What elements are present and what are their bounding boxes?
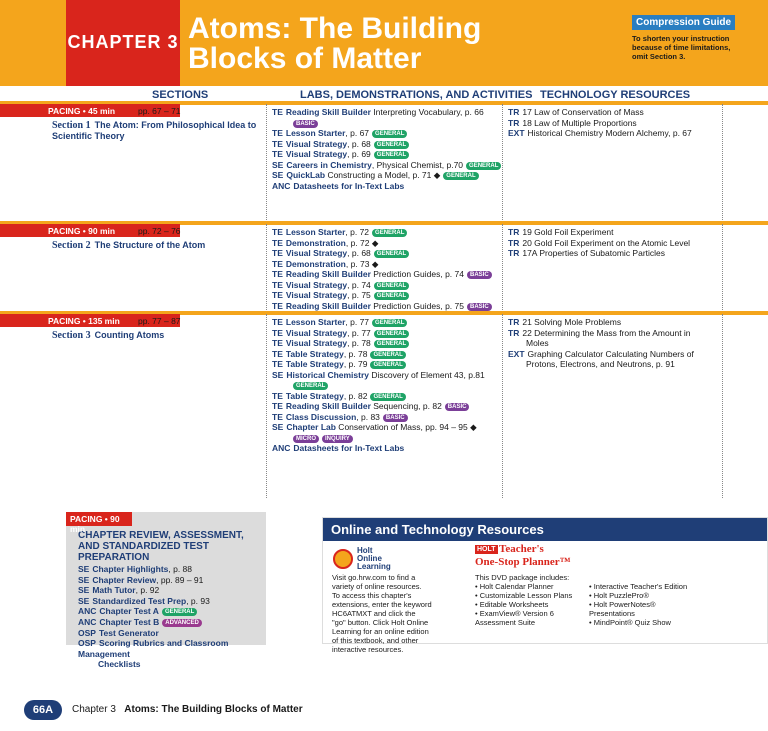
resource-code: TE — [272, 248, 283, 258]
resource-code: ANC — [78, 616, 97, 627]
resource-title: Standardized Test Prep — [92, 595, 187, 606]
resource-code: TE — [272, 401, 283, 411]
tech-item — [508, 349, 694, 360]
tech-item — [508, 128, 692, 139]
resource-code: TE — [272, 227, 283, 237]
pacing-label: PACING • 135 min — [0, 314, 180, 327]
resource-title: QuickLab — [286, 170, 326, 180]
level-badge: BASIC — [467, 303, 492, 311]
resource-code: TR — [508, 237, 520, 248]
column-rule — [502, 314, 503, 498]
lab-item — [272, 370, 485, 381]
resource-detail: , p. 72 ◆ — [345, 237, 379, 248]
level-badge: GENERAL — [374, 292, 409, 300]
compression-guide — [632, 12, 744, 61]
level-badge: INQUIRY — [322, 435, 353, 443]
labs-header: LABS, DEMONSTRATIONS, AND ACTIVITIES — [300, 89, 533, 101]
resource-code: SE — [78, 574, 90, 585]
resource-code: TE — [272, 338, 283, 348]
resource-detail: Conservation of Mass, pp. 94 – 95 ◆ — [335, 422, 477, 432]
resource-title: Lesson Starter — [285, 227, 346, 237]
holt-logo-2: Online — [357, 554, 382, 563]
resource-title: Visual Strategy — [285, 248, 348, 258]
footer-title: Atoms: The Building Blocks of Matter — [124, 704, 303, 715]
level-badge: GENERAL — [293, 382, 328, 390]
resource-title: Visual Strategy — [285, 138, 348, 149]
dvd-item: • Interactive Teacher's Edition — [589, 582, 688, 591]
resource-code: TE — [272, 300, 283, 311]
review-pacing: PACING • 90 min — [66, 512, 132, 526]
resource-title: Visual Strategy — [285, 327, 348, 338]
resource-code: TE — [272, 107, 283, 117]
lab-item — [272, 118, 501, 129]
resource-title: Datasheets for In-Text Labs — [293, 180, 405, 191]
resource-title: Reading Skill Builder — [285, 300, 371, 311]
lab-item — [272, 443, 485, 454]
chapter-review-heading: CHAPTER REVIEW, ASSESSMENT, AND STANDARDIZED TEST PREPARATION — [78, 530, 244, 563]
chapter-title-line1: Atoms: The Building — [188, 12, 482, 45]
section-name: Counting Atoms — [94, 330, 165, 340]
dvd-item: Assessment Suite — [475, 618, 536, 627]
resource-detail: 19 Gold Foil Experiment — [522, 227, 614, 237]
resource-code: SE — [78, 595, 90, 606]
resource-detail: 22 Determining the Mass from the Amount in — [522, 327, 691, 338]
page-footer — [24, 700, 724, 720]
resource-code: TR — [508, 327, 520, 338]
resource-detail: Sequencing, p. 82 — [370, 401, 442, 411]
level-badge: GENERAL — [466, 162, 501, 170]
section-name: The Atom: From Philosophical Idea to Scientific Theory — [52, 120, 257, 141]
chapter-label: CHAPTER 3 — [67, 32, 179, 52]
resource-detail: , p. 79 — [343, 359, 368, 369]
compression-guide-label: Compression Guide — [632, 15, 735, 30]
resource-code: TE — [272, 237, 283, 248]
resource-code: TR — [508, 107, 520, 117]
lab-item — [272, 269, 492, 280]
resource-code: TR — [508, 117, 520, 128]
dvd-item: • Holt PuzzlePro® — [589, 591, 649, 600]
resource-code: EXT — [508, 348, 525, 359]
resource-detail: , p. 73 ◆ — [345, 258, 379, 269]
review-item — [78, 606, 266, 617]
resource-code: OSP — [78, 627, 96, 638]
resource-title: Historical Chemistry — [286, 369, 370, 380]
lab-item — [272, 301, 492, 312]
section-title — [52, 237, 292, 251]
dvd-item: Presentations — [589, 609, 635, 618]
level-badge: GENERAL — [443, 172, 478, 180]
one-stop-planner-logo — [475, 545, 615, 569]
resource-detail: Moles — [526, 338, 549, 348]
pacing-label: PACING • 45 min — [0, 104, 180, 117]
resource-code: SE — [78, 564, 90, 574]
resource-title: Visual Strategy — [285, 290, 348, 300]
resource-detail: Protons, Electrons, and Neutrons, p. 91 — [526, 359, 675, 369]
resource-code: TE — [272, 258, 283, 269]
resource-detail: 21 Solving Mole Problems — [522, 317, 622, 327]
resource-detail: , Physical Chemist, p.70 — [371, 159, 464, 170]
resource-title: Chapter Highlights — [92, 564, 169, 574]
section-title — [52, 120, 292, 142]
resource-title: Math Tutor — [92, 585, 136, 596]
holt-online-logo — [333, 547, 413, 571]
resource-code: TE — [272, 290, 283, 300]
resource-title: Visual Strategy — [285, 149, 348, 159]
resource-detail: , p. 69 — [347, 149, 371, 159]
lab-item — [272, 248, 492, 259]
column-headers — [0, 86, 768, 102]
resource-code: ANC — [272, 180, 291, 191]
chapter-header — [0, 0, 768, 86]
resource-detail: , p. 77 — [347, 327, 371, 338]
resource-code: TE — [272, 390, 283, 401]
holt-logo-1: Holt — [357, 546, 373, 555]
tech-item — [508, 359, 694, 370]
chapter-title-line2: Blocks of Matter — [188, 42, 422, 75]
resource-detail: Discovery of Element 43, p.81 — [369, 369, 485, 380]
resource-detail: , p. 75 — [347, 290, 371, 300]
online-resources-heading: Online and Technology Resources — [323, 518, 767, 541]
dvd-item: • Holt PowerNotes® — [589, 600, 656, 609]
dvd-item: • MindPoint® Quiz Show — [589, 618, 671, 627]
resource-title: Reading Skill Builder — [285, 107, 371, 117]
resource-code: TR — [508, 317, 520, 327]
resource-code: TE — [272, 138, 283, 149]
resource-code: EXT — [508, 128, 525, 138]
osp-planner: One-Stop Planner™ — [475, 556, 571, 568]
resource-title: Visual Strategy — [285, 279, 348, 290]
resource-detail: , p. 82 — [343, 390, 368, 401]
lab-item — [272, 349, 485, 360]
resource-code: ANC — [78, 606, 97, 617]
resource-detail: Historical Chemistry Modern Alchemy, p. 67 — [527, 128, 692, 138]
compression-guide-text: To shorten your instruction because of time limitations, omit Section 3. — [632, 34, 731, 61]
holt-logo-3: Learning — [357, 562, 391, 571]
lab-item — [272, 317, 485, 328]
resource-detail: , p. 67 — [345, 128, 370, 138]
resource-title: Visual Strategy — [285, 338, 348, 348]
resource-detail: 20 Gold Foil Experiment on the Atomic Level — [522, 237, 691, 248]
go-hrw-icon — [333, 549, 353, 569]
resource-title: Table Strategy — [285, 390, 344, 401]
resource-detail: , p. 78 — [343, 348, 368, 359]
review-item — [78, 638, 266, 659]
labs-list — [272, 107, 501, 191]
tech-item — [508, 118, 692, 129]
resource-title: Reading Skill Builder — [285, 401, 371, 411]
resource-detail: , p. 92 — [135, 585, 160, 596]
lab-item — [272, 149, 501, 160]
level-badge: GENERAL — [370, 361, 405, 369]
resource-code: TE — [272, 279, 283, 290]
lab-item — [272, 238, 492, 249]
osp-holt: HOLT — [477, 546, 496, 553]
column-rule — [722, 104, 723, 220]
column-rule — [502, 104, 503, 220]
resource-code: TR — [508, 248, 520, 258]
tech-list — [508, 317, 694, 370]
online-text-line: of this textbook, and other — [332, 636, 419, 645]
level-badge: GENERAL — [370, 351, 405, 359]
page-range: pp. 77 – 87 — [138, 316, 181, 326]
column-rule — [266, 224, 267, 310]
level-badge: GENERAL — [374, 151, 409, 159]
lab-item — [272, 328, 485, 339]
resource-title: Chapter Review — [92, 574, 157, 585]
lab-item — [272, 139, 501, 150]
lab-item — [272, 401, 485, 412]
resource-code: SE — [272, 369, 284, 380]
resource-code: TE — [272, 269, 283, 279]
level-badge: GENERAL — [374, 250, 409, 258]
column-rule — [722, 314, 723, 498]
resource-title: Demonstration — [285, 258, 346, 269]
lab-item — [272, 280, 492, 291]
online-text-line: Learning for an online edition — [332, 627, 429, 636]
chapter-label-box — [66, 0, 180, 86]
section-number: Section 3 — [52, 330, 91, 341]
chapter-review-list — [78, 564, 266, 670]
resource-title: Table Strategy — [285, 348, 344, 359]
column-rule — [266, 314, 267, 498]
column-rule — [502, 224, 503, 310]
resource-title: Class Discussion — [285, 411, 357, 422]
resource-detail: , p. 93 — [186, 595, 210, 606]
resource-title: Lesson Starter — [285, 317, 346, 327]
resource-title: Scoring Rubrics and Classroom Management — [78, 638, 229, 659]
resource-code: TE — [272, 411, 283, 422]
lab-item — [272, 433, 485, 444]
footer-text — [72, 704, 303, 715]
review-item — [78, 617, 266, 628]
dvd-intro: This DVD package includes: — [475, 573, 570, 582]
resource-title: Chapter Test B — [99, 616, 160, 627]
tech-item — [508, 227, 690, 238]
resource-detail: Interpreting Vocabulary, p. 66 — [370, 107, 484, 117]
level-badge: GENERAL — [372, 319, 407, 327]
online-text-line: Visit go.hrw.com to find a — [332, 573, 416, 582]
resource-detail: , p. 77 — [345, 317, 370, 327]
lab-item — [272, 259, 492, 270]
resource-detail: 17 Law of Conservation of Mass — [522, 107, 644, 117]
online-text-line: HC6ATMXT and click the — [332, 609, 416, 618]
osp-teachers: Teacher's — [499, 543, 544, 555]
dvd-package-right — [589, 582, 687, 627]
column-rule — [266, 104, 267, 220]
lab-item — [272, 338, 485, 349]
online-text-line: "go" button. Click Holt Online — [332, 618, 429, 627]
dvd-item: • ExamView® Version 6 — [475, 609, 554, 618]
labs-list — [272, 227, 492, 311]
resource-code: OSP — [78, 638, 96, 649]
resource-detail: Prediction Guides, p. 74 — [370, 269, 464, 279]
tech-item — [508, 338, 694, 349]
tech-item — [508, 238, 690, 249]
section-name: The Structure of the Atom — [94, 240, 206, 250]
resource-detail: Prediction Guides, p. 75 — [370, 300, 464, 311]
chapter-title — [188, 14, 481, 74]
lab-item — [272, 170, 501, 181]
level-badge: BASIC — [445, 403, 470, 411]
lab-item — [272, 227, 492, 238]
tech-item — [508, 317, 694, 328]
resource-code: TE — [272, 348, 283, 359]
lab-item — [272, 128, 501, 139]
review-item — [78, 659, 266, 670]
review-item — [78, 596, 266, 607]
column-rule — [722, 224, 723, 310]
level-badge: GENERAL — [372, 130, 407, 138]
resource-detail: , p. 68 — [347, 248, 371, 258]
resource-detail: 18 Law of Multiple Proportions — [522, 117, 637, 128]
resource-title: Table Strategy — [285, 359, 344, 369]
resource-code: SE — [272, 170, 284, 180]
level-badge: GENERAL — [162, 608, 197, 616]
online-instructions — [332, 573, 432, 654]
resource-detail: , pp. 89 – 91 — [156, 574, 204, 585]
online-text-line: interactive resources. — [332, 645, 404, 654]
level-badge: MICRO — [293, 435, 319, 443]
lab-item — [272, 107, 501, 118]
resource-title: Lesson Starter — [285, 128, 346, 138]
level-badge: ADVANCED — [162, 619, 202, 627]
level-badge: GENERAL — [372, 229, 407, 237]
tech-list — [508, 227, 690, 259]
resource-title: Reading Skill Builder — [285, 269, 371, 279]
online-text-line: extensions, enter the keyword — [332, 600, 432, 609]
resource-title: Checklists — [98, 659, 141, 670]
online-text-line: variety of online resources. — [332, 582, 422, 591]
lab-item — [272, 422, 485, 433]
section-title — [52, 327, 292, 341]
lab-item — [272, 391, 485, 402]
dvd-item: • Editable Worksheets — [475, 600, 549, 609]
section-number: Section 1 — [52, 120, 91, 131]
resource-title: Datasheets for In-Text Labs — [293, 443, 405, 453]
resource-code: TE — [272, 327, 283, 338]
online-resources-box — [322, 517, 768, 654]
resource-detail: , p. 74 — [347, 279, 371, 290]
tech-list — [508, 107, 692, 139]
resource-detail: , p. 83 — [356, 411, 380, 422]
resource-detail: Constructing a Model, p. 71 ◆ — [325, 170, 441, 180]
tech-item — [508, 107, 692, 118]
footer-chapter: Chapter 3 — [72, 704, 116, 715]
resource-code: ANC — [272, 443, 291, 453]
resource-code: TE — [272, 128, 283, 138]
resource-code: SE — [272, 422, 284, 432]
level-badge: GENERAL — [374, 141, 409, 149]
resource-detail: 17A Properties of Subatomic Particles — [522, 248, 666, 258]
review-item — [78, 564, 266, 575]
lab-item — [272, 380, 485, 391]
level-badge: GENERAL — [370, 393, 405, 401]
section-number: Section 2 — [52, 240, 91, 251]
dvd-item: • Customizable Lesson Plans — [475, 591, 573, 600]
resource-title: Chapter Lab — [286, 422, 336, 432]
review-item — [78, 628, 266, 639]
pacing-label: PACING • 90 min — [0, 224, 180, 237]
online-text-line: To access this chapter's — [332, 591, 412, 600]
sections-header: SECTIONS — [152, 89, 209, 101]
resource-title: Demonstration — [285, 237, 346, 248]
resource-title: Test Generator — [98, 627, 159, 638]
review-item — [78, 585, 266, 596]
lab-item — [272, 181, 501, 192]
dvd-package-left — [475, 573, 572, 627]
chapter-review-box — [66, 512, 266, 670]
resource-title: Chapter Test A — [99, 606, 159, 617]
resource-code: SE — [272, 159, 284, 170]
page-range: pp. 72 – 76 — [138, 226, 181, 236]
resource-detail: , p. 78 — [347, 338, 371, 348]
review-item — [78, 575, 266, 586]
lab-item — [272, 359, 485, 370]
dvd-item: • Holt Calendar Planner — [475, 582, 554, 591]
resource-detail: , p. 68 — [347, 138, 371, 149]
resource-code: TR — [508, 227, 520, 237]
level-badge: BASIC — [467, 271, 492, 279]
level-badge: GENERAL — [374, 330, 409, 338]
resource-title: Careers in Chemistry — [286, 159, 372, 170]
lab-item — [272, 290, 492, 301]
lab-item — [272, 412, 485, 423]
tech-item — [508, 328, 694, 339]
resource-code: TE — [272, 149, 283, 159]
resource-code: SE — [78, 585, 90, 596]
labs-list — [272, 317, 485, 454]
level-badge: GENERAL — [374, 282, 409, 290]
level-badge: BASIC — [293, 120, 318, 128]
resource-detail: , p. 88 — [168, 564, 193, 574]
page-number: 66A — [24, 700, 62, 720]
level-badge: GENERAL — [374, 340, 409, 348]
tech-header: TECHNOLOGY RESOURCES — [540, 89, 691, 101]
resource-detail: Graphing Calculator Calculating Numbers of — [527, 348, 694, 359]
resource-code: TE — [272, 359, 283, 369]
lab-item — [272, 160, 501, 171]
level-badge: BASIC — [383, 414, 408, 422]
resource-detail: , p. 72 — [345, 227, 370, 237]
resource-code: TE — [272, 317, 283, 327]
page-range: pp. 67 – 71 — [138, 106, 181, 116]
tech-item — [508, 248, 690, 259]
